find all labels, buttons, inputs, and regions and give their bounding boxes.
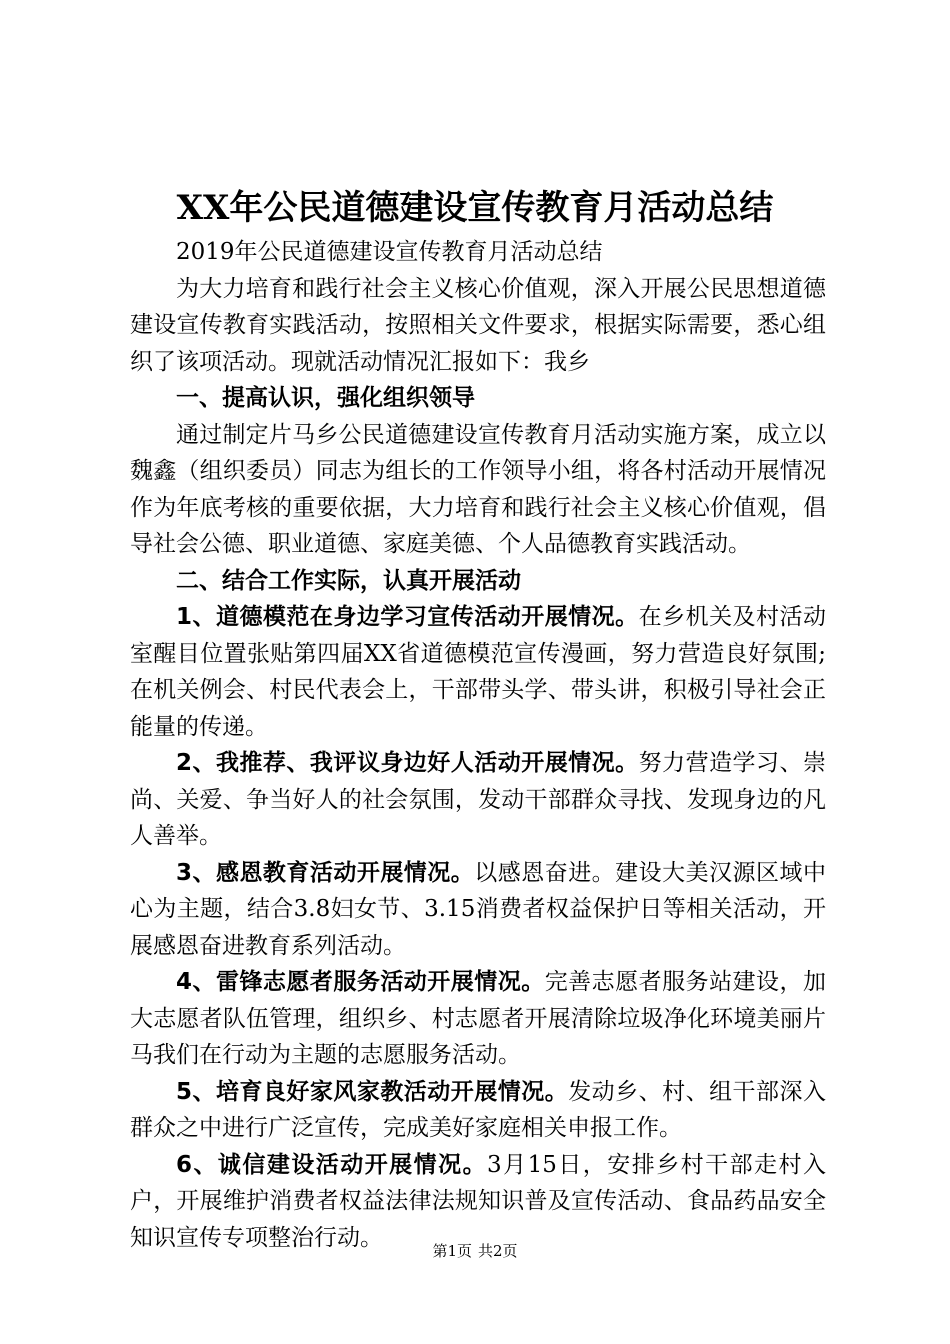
intro-paragraph: 为大力培育和践行社会主义核心价值观，深入开展公民思想道德建设宣传教育实践活动，按照相关文件要求，根据实际需要，悉心组织了该项活动。现就活动情况汇报如下：我乡 xyxy=(130,275,826,375)
item-5-text: 发动乡、村、组干部深入群众之中进行广泛宣传，完成美好家庭相关申报工作。 xyxy=(130,1078,826,1141)
item-2-text: 努力营造学习、崇尚、关爱、争当好人的社会氛围，发动干部群众寻找、发现身边的凡人善举。 xyxy=(130,750,826,849)
page-number: 第1页 xyxy=(432,1242,472,1260)
item-3-heading: 3、感恩教育活动开展情况。 xyxy=(176,859,475,886)
item-4-text: 完善志愿者服务站建设，加大志愿者队伍管理，组织乡、村志愿者开展清除垃圾净化环境美丽片马我们在行动为主题的志愿服务活动。 xyxy=(130,969,826,1068)
section-1-heading: 一、提高认识，强化组织领导 xyxy=(176,385,475,411)
item-6-text: 3月15日，安排乡村干部走村入户，开展维护消费者权益法律法规知识普及宣传活动、食品药品安全知识宣传专项整治行动。 xyxy=(130,1151,826,1251)
item-4-heading: 4、雷锋志愿者服务活动开展情况。 xyxy=(176,969,545,995)
item-5-paragraph xyxy=(130,1074,826,1147)
item-3-paragraph xyxy=(130,855,826,965)
section-2-heading: 二、结合工作实际，认真开展活动 xyxy=(176,567,521,594)
document-subtitle: 2019年公民道德建设宣传教育月活动总结 xyxy=(176,239,603,265)
item-6-heading: 6、诚信建设活动开展情况。 xyxy=(176,1151,488,1178)
section-2-heading-paragraph xyxy=(130,563,826,600)
section-1-paragraph: 通过制定片马乡公民道德建设宣传教育月活动实施方案，成立以魏鑫（组织委员）同志为组长的工作领导小组，将各村活动开展情况作为年底考核的重要依据，大力培育和践行社会主义核心价值观，倡导社会公德、职业道德、家庭美德、个人品德教育实践活动。 xyxy=(130,421,826,557)
item-4-paragraph xyxy=(130,964,826,1074)
item-1-paragraph xyxy=(130,599,826,745)
item-5-heading: 5、培育良好家风家教活动开展情况。 xyxy=(176,1078,569,1105)
page-footer xyxy=(0,1241,950,1261)
document-title: XX年公民道德建设宣传教育月活动总结 xyxy=(176,188,774,228)
item-2-heading: 2、我推荐、我评议身边好人活动开展情况。 xyxy=(176,750,639,776)
item-1-heading: 1、道德模范在身边学习宣传活动开展情况。 xyxy=(176,604,639,630)
item-6-paragraph xyxy=(130,1147,826,1257)
item-2-paragraph xyxy=(130,745,826,855)
page-total: 共2页 xyxy=(478,1242,518,1260)
item-3-text: 以感恩奋进。建设大美汉源区域中心为主题，结合3.8妇女节、3.15消费者权益保护日等相关活动，开展感恩奋进教育系列活动。 xyxy=(130,859,826,959)
section-1-heading-paragraph xyxy=(130,380,826,417)
document-body xyxy=(130,234,826,1256)
item-1-text: 在乡机关及村活动室醒目位置张贴第四届XX省道德模范宣传漫画，努力营造良好氛围;在机关例会、村民代表会上，干部带头学、带头讲，积极引导社会正能量的传递。 xyxy=(130,604,826,740)
